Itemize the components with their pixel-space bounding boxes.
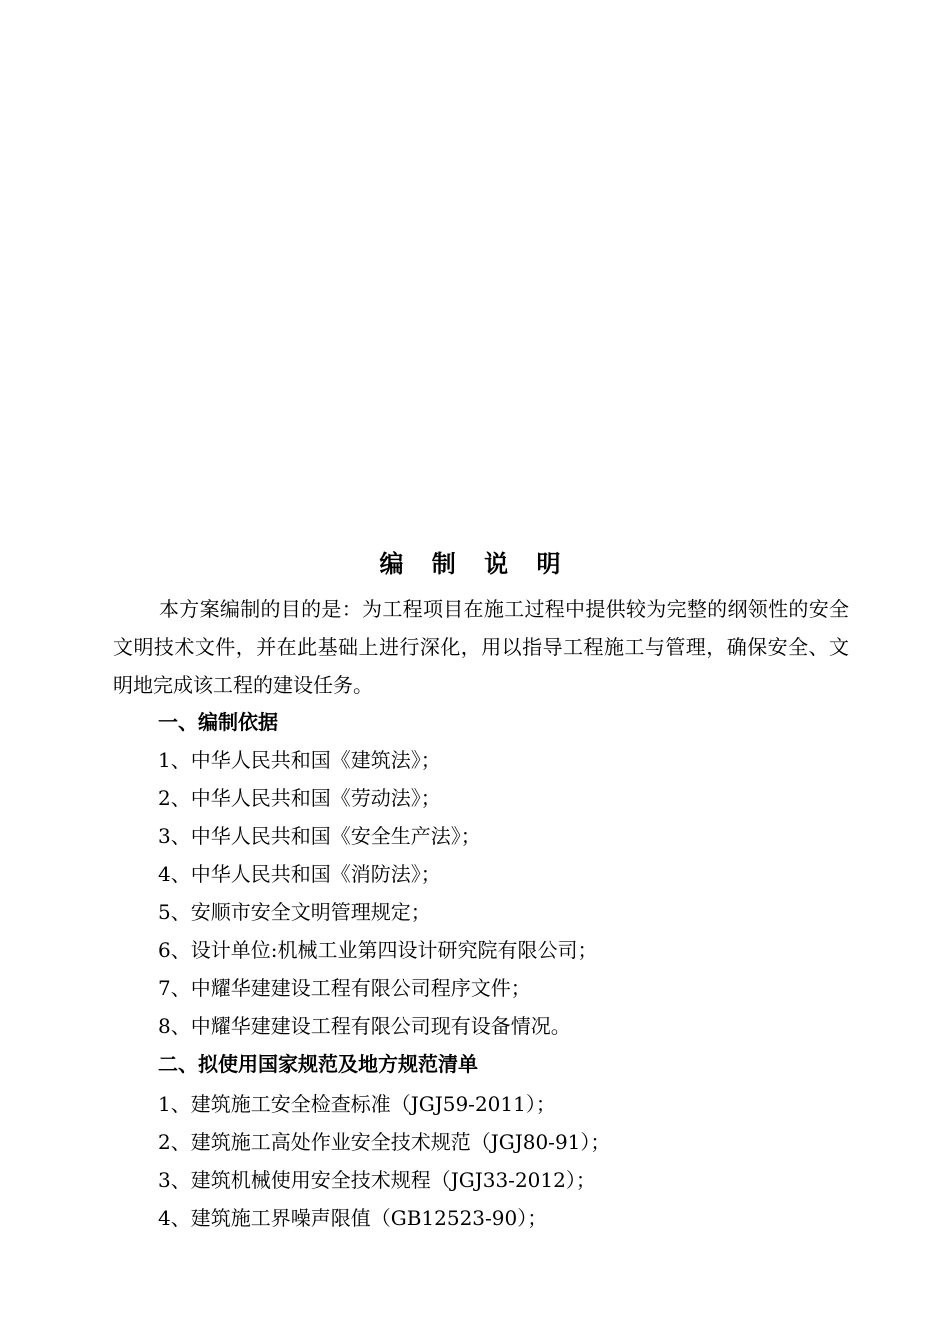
list-item: 2、中华人民共和国《劳动法》； (158, 786, 441, 810)
list-item: 3、建筑机械使用安全技术规程（JGJ33-2012）； (158, 1168, 596, 1192)
section-heading-basis: 一、编制依据 (158, 710, 278, 734)
list-item: 1、建筑施工安全检查标准（JGJ59-2011）； (158, 1092, 556, 1116)
list-item: 1、中华人民共和国《建筑法》； (158, 748, 441, 772)
list-item: 3、中华人民共和国《安全生产法》； (158, 824, 481, 848)
list-item: 2、建筑施工高处作业安全技术规范（JGJ80-91）； (158, 1130, 611, 1154)
intro-paragraph: 本方案编制的目的是：为工程项目在施工过程中提供较为完整的纲领性的安全文明技术文件，并在此基础上进行深化，用以指导工程施工与管理，确保安全、文明地完成该工程的建设任务。 (113, 597, 849, 697)
list-item: 5、安顺市安全文明管理规定； (158, 900, 431, 924)
list-item: 6、设计单位:机械工业第四设计研究院有限公司； (158, 938, 598, 962)
document-title: 编 制 说 明 (379, 550, 571, 578)
list-item: 7、中耀华建建设工程有限公司程序文件； (158, 976, 531, 1000)
list-item: 4、建筑施工界噪声限值（GB12523-90）； (158, 1206, 548, 1230)
list-item: 8、中耀华建建设工程有限公司现有设备情况。 (158, 1014, 571, 1038)
section-heading-standards: 二、拟使用国家规范及地方规范清单 (158, 1052, 478, 1076)
list-item: 4、中华人民共和国《消防法》； (158, 862, 441, 886)
